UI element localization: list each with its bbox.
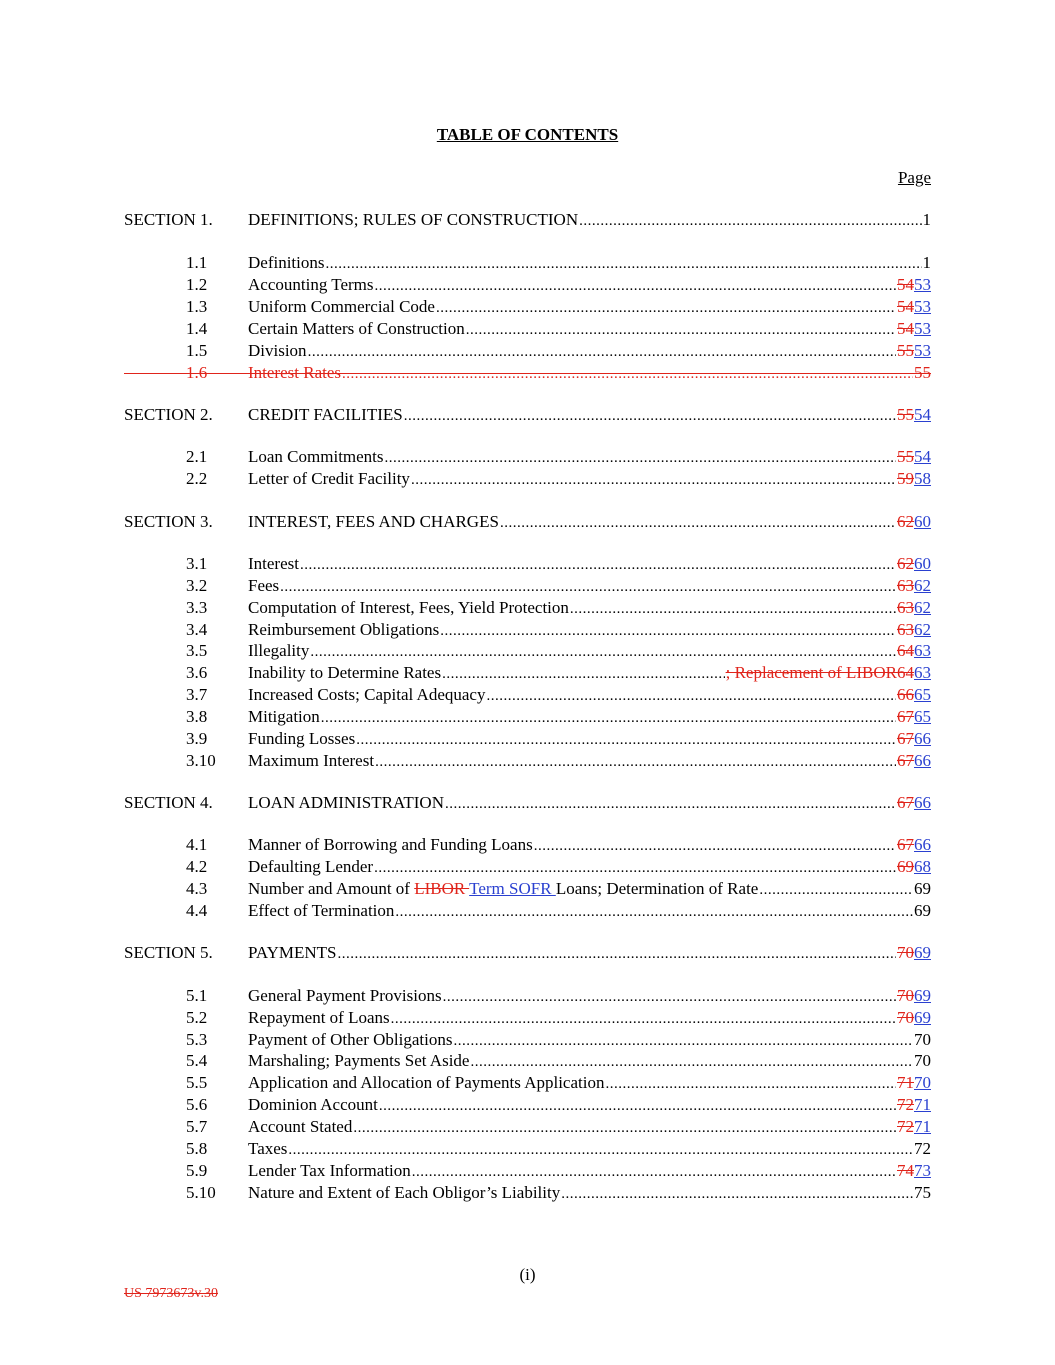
dot-leader [445,793,896,815]
section-number: SECTION 4. [124,793,213,812]
toc-row[interactable] [0,340,1055,362]
deleted-page-number: 63 [897,620,914,639]
item-number: 5.5 [186,1073,208,1092]
toc-row[interactable] [0,1094,1055,1116]
dot-leader [436,297,896,319]
page-column-header: Page [897,168,931,187]
deleted-title-text: LIBOR [414,879,470,898]
item-number: 3.7 [186,685,208,704]
item-number: 3.3 [186,598,208,617]
dot-leader [404,405,896,427]
item-number: 5.3 [186,1030,208,1049]
item-title: Interest [248,554,299,573]
inserted-page-number[interactable]: 60 [914,554,931,573]
dot-leader [342,363,913,385]
dot-leader [338,943,896,965]
inserted-page-number[interactable]: 69 [914,943,931,962]
item-number: 2.2 [186,469,208,488]
section-title: DEFINITIONS; RULES OF CONSTRUCTION [248,210,579,229]
item-title: Letter of Credit Facility [248,469,410,488]
item-number: 2.1 [186,447,208,466]
inserted-page-number[interactable]: 71 [914,1095,931,1114]
toc-row[interactable] [0,1072,1055,1094]
toc-row[interactable] [0,619,1055,641]
page-number: 70 [914,1030,931,1049]
deleted-page-number: 70 [897,943,914,962]
item-number: 5.7 [186,1117,208,1136]
item-title: Inability to Determine Rates [248,663,442,682]
inserted-page-number[interactable]: 54 [914,447,931,466]
dot-leader [326,253,922,275]
page-number: 55 [914,363,931,382]
deleted-page-number: 71 [897,1073,914,1092]
item-title: Manner of Borrowing and Funding Loans [248,835,533,854]
toc-section-row[interactable] [0,792,1055,814]
dot-leader [280,576,896,598]
section-title: CREDIT FACILITIES [248,405,403,424]
deleted-page-number: 55 [897,341,914,360]
dot-leader [534,835,896,857]
dot-leader [385,447,896,469]
inserted-page-number[interactable]: 60 [914,512,931,531]
dot-leader [288,1139,913,1161]
dot-leader [300,554,896,576]
inserted-page-number[interactable]: 69 [914,986,931,1005]
inserted-page-number[interactable]: 69 [914,1008,931,1027]
dot-leader [440,620,896,642]
deleted-page-number: 54 [897,297,914,316]
toc-row[interactable] [0,1050,1055,1072]
item-number: 1.6 [186,363,208,382]
dot-leader [391,1008,896,1030]
toc-row-deleted[interactable] [0,362,1055,384]
deleted-page-number: 63 [897,598,914,617]
deleted-page-number: 64 [897,663,914,682]
item-title: Mitigation [248,707,320,726]
dot-leader [442,663,725,685]
item-title: Maximum Interest [248,751,375,770]
item-title: Certain Matters of Construction [248,319,465,338]
inserted-page-number[interactable]: 66 [914,835,931,854]
deleted-page-number: 69 [897,857,914,876]
dot-leader [411,469,896,491]
item-title: Funding Losses [248,729,356,748]
item-number: 3.4 [186,620,208,639]
item-title: Reimbursement Obligations [248,620,440,639]
toc-section-row[interactable] [0,404,1055,426]
item-title: Marshaling; Payments Set Aside [248,1051,470,1070]
deleted-page-number: 67 [897,729,914,748]
item-number: 3.9 [186,729,208,748]
deleted-page-number: 67 [897,707,914,726]
deleted-page-number: 55 [897,405,914,424]
item-title: Payment of Other Obligations [248,1030,453,1049]
inserted-page-number[interactable]: 71 [914,1117,931,1136]
item-title: Loan Commitments [248,447,384,466]
dot-leader [356,729,896,751]
page-number: 69 [914,901,931,920]
deleted-page-number: 67 [897,793,914,812]
item-title: Repayment of Loans [248,1008,390,1027]
deleted-page-number: 62 [897,512,914,531]
title-text: Loans; Determination of Rate [555,879,759,898]
dot-leader [395,901,913,923]
item-title: Illegality [248,641,310,660]
toc-row[interactable] [0,296,1055,318]
dot-leader [561,1183,913,1205]
item-number: 4.4 [186,901,208,920]
dot-leader [466,319,896,341]
dot-leader [500,512,896,534]
inserted-page-number[interactable]: 62 [914,598,931,617]
item-title: Taxes [248,1139,288,1158]
item-number: 1.1 [186,253,208,272]
toc-row[interactable] [0,575,1055,597]
deleted-page-number: 64 [897,641,914,660]
dot-leader [375,275,897,297]
section-number: SECTION 3. [124,512,213,531]
toc-row[interactable] [0,468,1055,490]
toc-row[interactable] [0,1007,1055,1029]
item-number: 5.1 [186,986,208,1005]
deleted-page-number: 72 [897,1117,914,1136]
inserted-page-number[interactable]: 54 [914,405,931,424]
toc-row[interactable] [0,1029,1055,1051]
toc-row[interactable] [0,878,1055,900]
deleted-page-number: 63 [897,576,914,595]
dot-leader [353,1117,896,1139]
inserted-page-number[interactable]: 66 [914,751,931,770]
inserted-page-number[interactable]: 66 [914,793,931,812]
item-title: Account Stated [248,1117,353,1136]
deleted-page-number: 67 [897,751,914,770]
item-title: Effect of Termination [248,901,395,920]
dot-leader [375,751,896,773]
page-number: 75 [914,1183,931,1202]
toc-row[interactable] [0,318,1055,340]
page-number: 72 [914,1139,931,1158]
item-title: Accounting Terms [248,275,374,294]
item-title: Defaulting Lender [248,857,374,876]
dot-leader [486,685,896,707]
deleted-page-number: 74 [897,1161,914,1180]
dot-leader [453,1030,913,1052]
dot-leader [412,1161,896,1183]
toc-section-row[interactable] [0,942,1055,964]
inserted-page-number[interactable]: 53 [914,297,931,316]
dot-leader [321,707,896,729]
inserted-title-text[interactable]: Term SOFR [469,879,556,898]
toc-row[interactable] [0,1182,1055,1204]
inserted-page-number[interactable]: 73 [914,1161,931,1180]
item-number: 1.2 [186,275,208,294]
toc-row[interactable] [0,728,1055,750]
dot-leader [374,857,896,879]
deleted-page-number: 70 [897,986,914,1005]
deleted-page-number: 55 [897,447,914,466]
inserted-page-number[interactable]: 68 [914,857,931,876]
inserted-page-number[interactable]: 53 [914,319,931,338]
dot-leader [308,341,896,363]
item-title: Dominion Account [248,1095,378,1114]
page-number: 69 [914,879,931,898]
inserted-page-number[interactable]: 53 [914,275,931,294]
title-text: Number and Amount of [248,879,415,898]
item-number: 3.6 [186,663,208,682]
item-title [248,878,758,900]
deleted-page-number: 70 [897,1008,914,1027]
toc-row[interactable] [0,640,1055,662]
item-title: Increased Costs; Capital Adequacy [248,685,486,704]
inserted-page-number[interactable]: 63 [914,663,931,682]
page-number: 70 [914,1051,931,1070]
item-title: Computation of Interest, Fees, Yield Protection [248,598,569,617]
inserted-page-number[interactable]: 66 [914,729,931,748]
toc-title: TABLE OF CONTENTS [436,125,619,144]
item-number: 3.1 [186,554,208,573]
dot-leader [570,598,896,620]
toc-row[interactable] [0,597,1055,619]
toc-row[interactable] [0,1138,1055,1160]
item-number: 3.10 [186,751,216,770]
dot-leader [310,641,896,663]
toc-row[interactable] [0,553,1055,575]
item-title: Definitions [248,253,325,272]
toc-row[interactable] [0,1160,1055,1182]
item-title: Uniform Commercial Code [248,297,435,316]
page-number: 1 [922,210,931,229]
item-number: 3.8 [186,707,208,726]
dot-leader [443,986,896,1008]
deleted-page-number: 54 [897,275,914,294]
section-number: SECTION 2. [124,405,213,424]
item-number: 4.3 [186,879,208,898]
item-number: 1.5 [186,341,208,360]
toc-row[interactable] [0,662,1055,684]
inserted-page-number[interactable]: 53 [914,341,931,360]
inserted-page-number[interactable]: 62 [914,620,931,639]
inserted-page-number[interactable]: 58 [914,469,931,488]
item-number: 3.2 [186,576,208,595]
inserted-page-number[interactable]: 63 [914,641,931,660]
toc-row[interactable] [0,274,1055,296]
deleted-page-number: 66 [897,685,914,704]
page-number: 1 [922,253,931,272]
item-number: 3.5 [186,641,208,660]
toc-section-row[interactable] [0,511,1055,533]
toc-row[interactable] [0,252,1055,274]
item-number: 4.2 [186,857,208,876]
dot-leader [379,1095,896,1117]
toc-row[interactable] [0,750,1055,772]
document-id: US 7973673v.30 [124,1286,218,1301]
dot-leader [605,1073,896,1095]
deleted-page-number: 62 [897,554,914,573]
item-title: Division [248,341,307,360]
inserted-page-number[interactable]: 70 [914,1073,931,1092]
section-title: LOAN ADMINISTRATION [248,793,444,812]
item-number: 1.4 [186,319,208,338]
strikethrough-line [124,373,931,374]
page-footer-number: (i) [519,1265,536,1284]
toc-row[interactable] [0,900,1055,922]
item-title: Fees [248,576,280,595]
toc-row[interactable] [0,1116,1055,1138]
item-number: 5.8 [186,1139,208,1158]
item-title: General Payment Provisions [248,986,442,1005]
toc-row[interactable] [0,856,1055,878]
toc-row[interactable] [0,446,1055,468]
item-title: Interest Rates [248,363,341,382]
item-title: Nature and Extent of Each Obligor’s Liability [248,1183,561,1202]
item-number: 5.6 [186,1095,208,1114]
deleted-page-number: 67 [897,835,914,854]
toc-row[interactable] [0,985,1055,1007]
item-number: 5.9 [186,1161,208,1180]
toc-row[interactable] [0,684,1055,706]
item-number: 5.2 [186,1008,208,1027]
deleted-title-text: ; Replacement of LIBOR [725,663,897,682]
inserted-page-number[interactable]: 65 [914,707,931,726]
deleted-page-number: 59 [897,469,914,488]
inserted-page-number[interactable]: 62 [914,576,931,595]
toc-row[interactable] [0,706,1055,728]
dot-leader [470,1051,913,1073]
deleted-page-number: 54 [897,319,914,338]
dot-leader [759,879,913,901]
toc-row[interactable] [0,834,1055,856]
toc-section-row[interactable] [0,209,1055,231]
inserted-page-number[interactable]: 65 [914,685,931,704]
item-title: Lender Tax Information [248,1161,411,1180]
item-number: 1.3 [186,297,208,316]
item-number: 5.4 [186,1051,208,1070]
dot-leader [579,210,921,232]
item-number: 5.10 [186,1183,216,1202]
item-number: 4.1 [186,835,208,854]
deleted-page-number: 72 [897,1095,914,1114]
section-number: SECTION 1. [124,210,213,229]
item-title: Application and Allocation of Payments Application [248,1073,605,1092]
section-number: SECTION 5. [124,943,213,962]
section-title: PAYMENTS [248,943,337,962]
section-title: INTEREST, FEES AND CHARGES [248,512,499,531]
